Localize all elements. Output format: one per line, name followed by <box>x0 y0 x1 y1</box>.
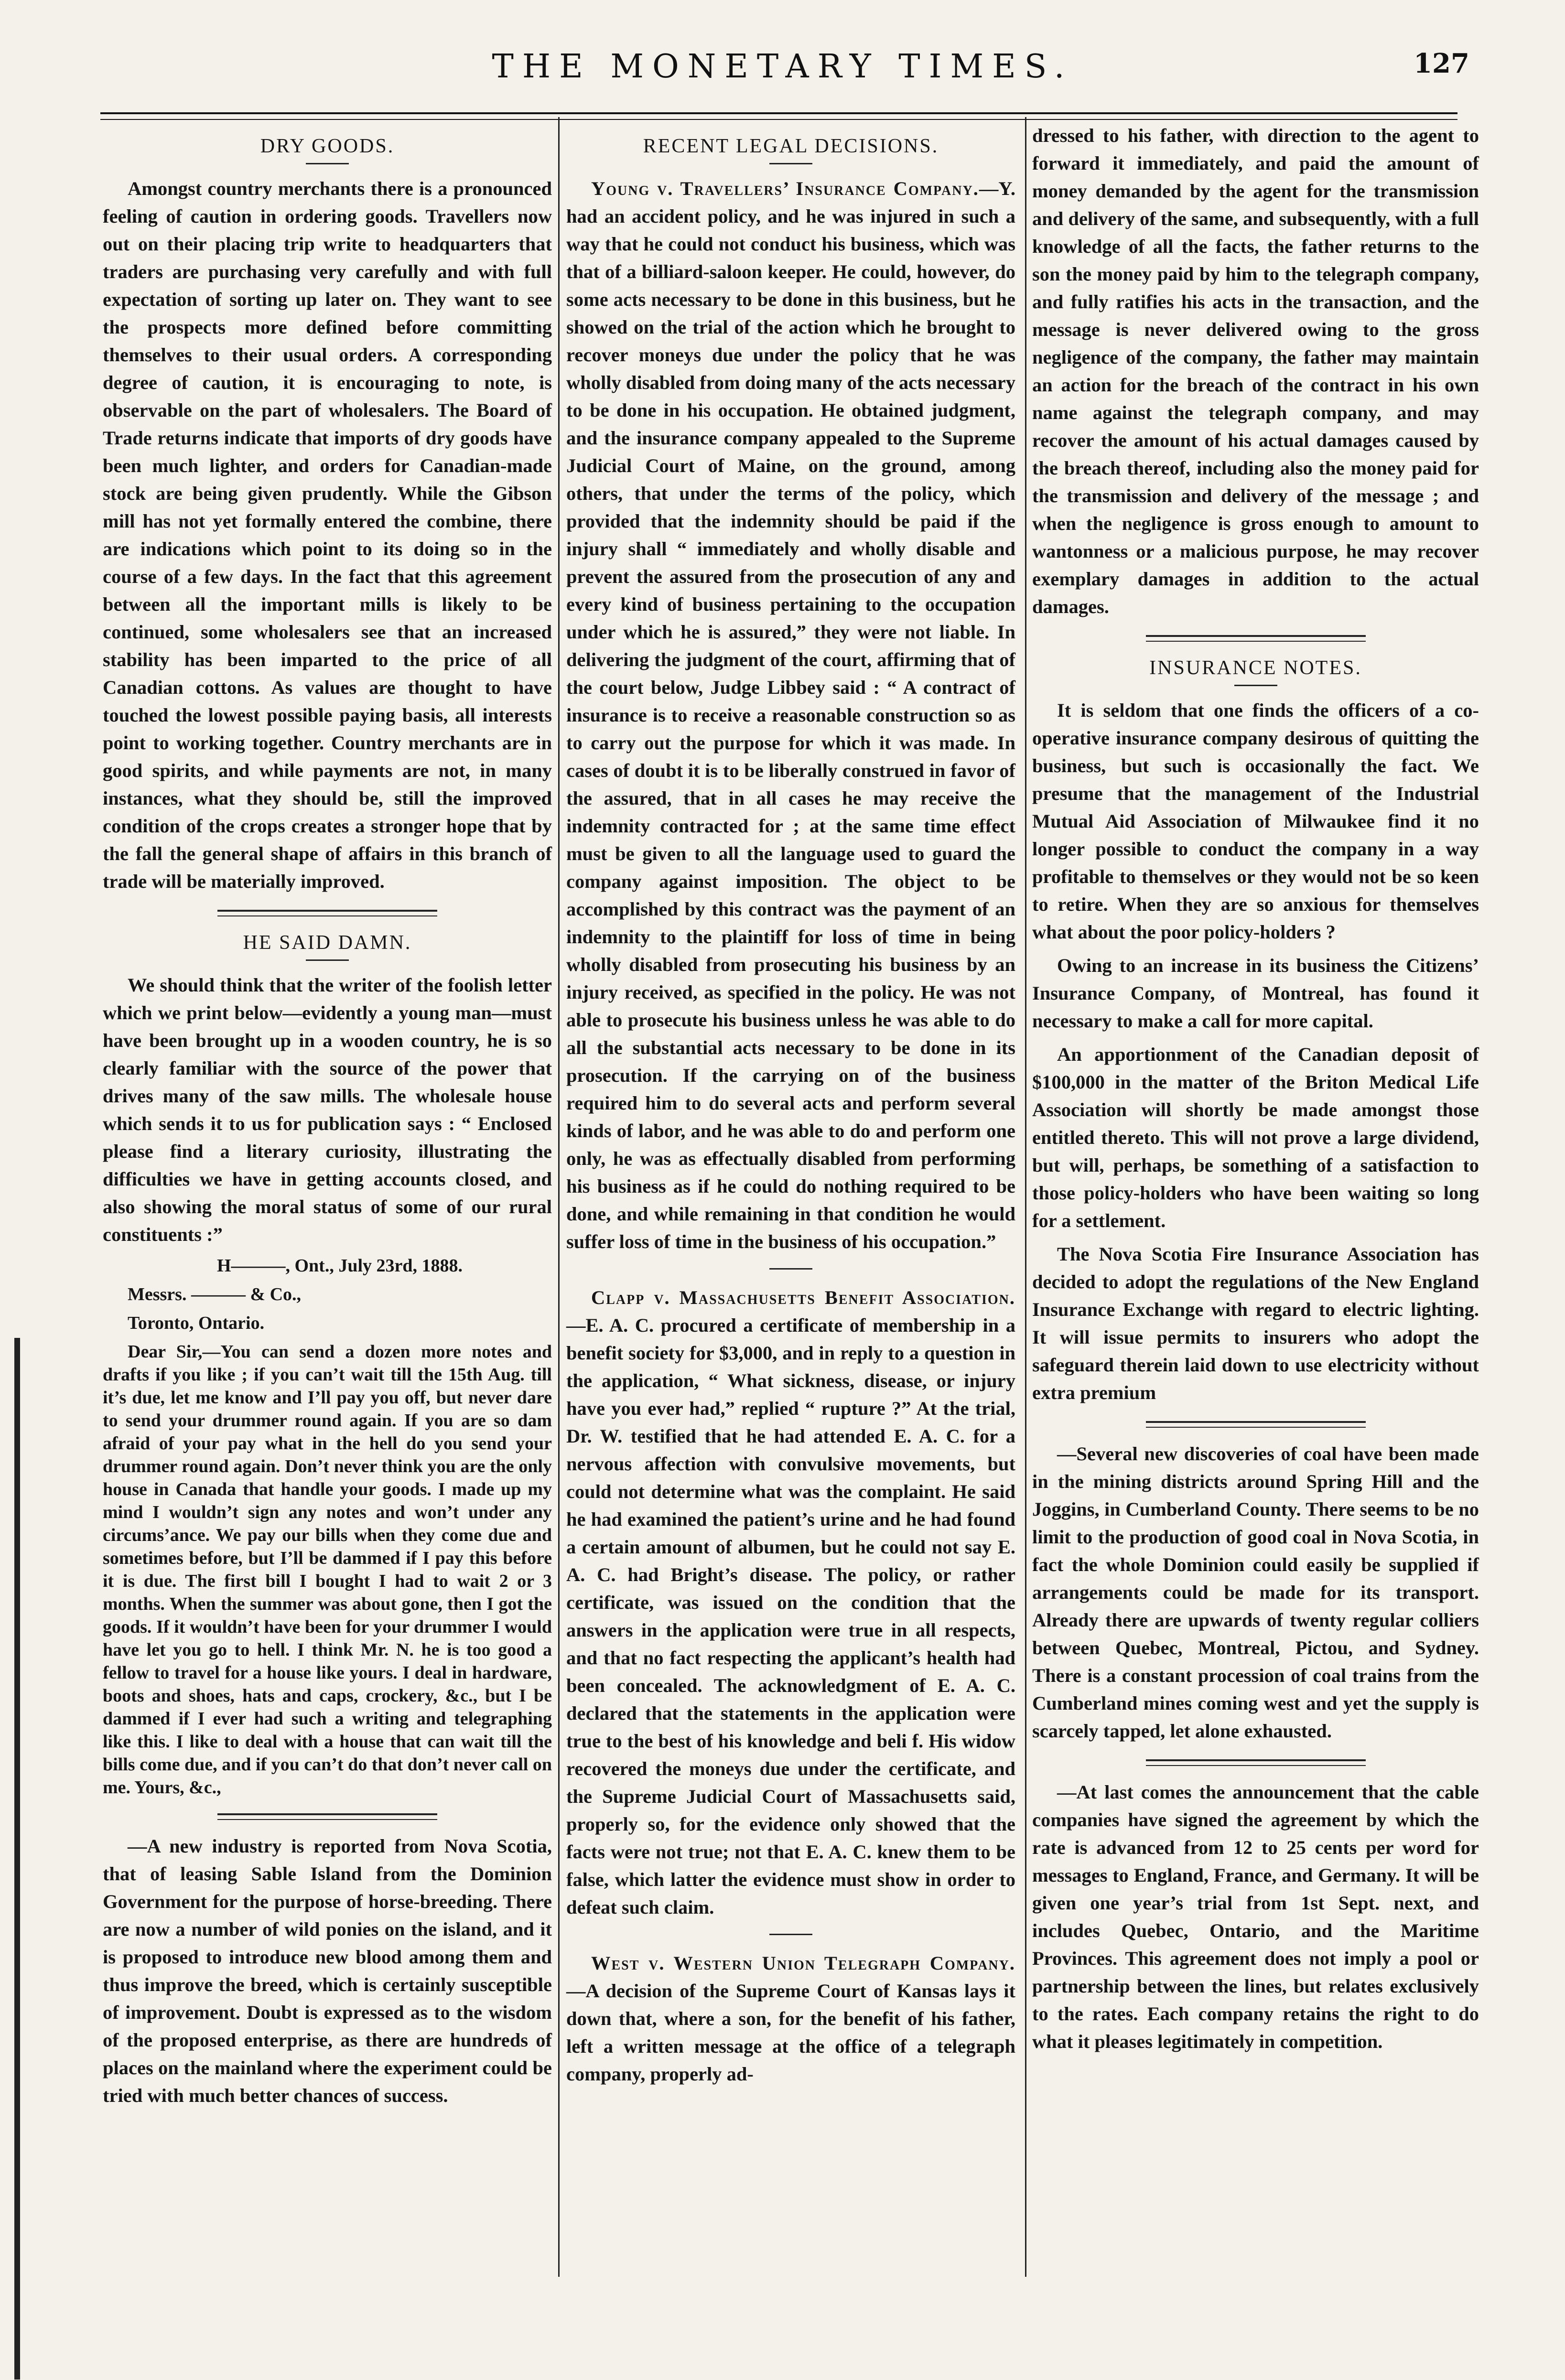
letter-dateline: H———, Ont., July 23rd, 1888. <box>216 1256 463 1276</box>
letter-address-line-1: Messrs. ——— & Co., <box>128 1284 302 1304</box>
short-rule <box>769 163 812 164</box>
letter-body: Dear Sir,—You can send a dozen more notes and drafts if you like ; if you can’t wait till the 15th Aug. till it’s due, let me know and I’ll pay you off, but never dare to send your drummer round again. If you are so dam afraid of your pay what in the hell do you send your drummer round again. Don’t never think you are the only house in Canada that handle your goods. I made up my mind I wouldn’t sign any notes and won’t under any circums’ance. We pay our bills when they come due and sometimes before, but I’ll be dammed if I pay this before it is due. The first bill I bought I had to wait 2 or 3 months. When the summer was about gone, then I got the goods. If it wouldn’t have been for your drummer I would have let you go to hell. I think Mr. N. he is too good a fellow to travel for a house like yours. I deal in hardware, boots and shoes, hats and caps, crockery, &c., but I be dammed if I ever had such a writing and telegraphing like this. I like to deal with a house that can wait till the bills come due, and if you can’t do that don’t never call on me. Yours, &c., <box>103 1342 552 1798</box>
case-young-title: Young v. Travellers’ Insurance Company. <box>591 178 979 199</box>
section-divider <box>217 1813 437 1820</box>
insurance-note-3: An apportionment of the Canadian deposit of $100,000 in the matter of the Briton Medical Life Association will shortly be made amongst those entitled thereto. This will not prove a large dividend, but will, perhaps, be something of a satisfaction to those policy-holders who have been waiting so long for a settlement. <box>1032 1044 1479 1231</box>
cable-item: —At last comes the announcement that the cable companies have signed the agreement by which the rate is advanced from 12 to 25 cents per word for messages to England, France, and Germany. It will be given one year’s trial from 1st Sept. next, and includes Quebec, Ontario, and the Maritime Provinces. This agreement does not imply a pool or partnership between the lines, but relates exclusively to the rates. Each company retains the right to do what it pleases legitimately in competition. <box>1032 1781 1479 2052</box>
section-divider <box>1146 635 1366 642</box>
coal-item: —Several new discoveries of coal have been made in the mining districts around Spring Hill and the Joggins, in Cumberland County. There seems to be no limit to the production of good coal in Nova Scotia, in fact the whole Dominion could easily be supplied if arrangements could be made for its transport. Already there are upwards of twenty regular colliers between Quebec, Montreal, Pictou, and Sydney. There is a constant procession of coal trains from the Cumberland mines coming west and yet the supply is scarcely tapped, let alone exhausted. <box>1032 1443 1479 1742</box>
insurance-note-2: Owing to an increase in its business the Citizens’ Insurance Company, of Montreal, has found it necessary to make a call for more capital. <box>1032 955 1479 1032</box>
sable-island-item: —A new industry is reported from Nova Scotia, that of leasing Sable Island from the Dominion Government for the purpose of horse-breeding. There are now a number of wild ponies on the island, and it is proposed to introduce new blood among them and thus improve the breed, which is certainly susceptible of improvement. Doubt is expressed as to the wisdom of the proposed enterprise, as there are hundreds of places on the mainland where the experiment could be tried with much better chances of success. <box>103 1835 552 2106</box>
scan-edge-shadow <box>14 1338 20 2380</box>
short-rule <box>769 1934 812 1935</box>
column-divider-1 <box>558 117 560 2277</box>
dry-goods-heading: DRY GOODS. <box>260 135 395 157</box>
short-rule <box>306 959 349 961</box>
insurance-note-4: The Nova Scotia Fire Insurance Association has decided to adopt the regulations of the New England Insurance Exchange with regard to electric lighting. It will issue permits to insurers who adopt the safeguard therein laid down to use electricity without extra premium <box>1032 1243 1479 1403</box>
letter-address-line-2: Toronto, Ontario. <box>128 1313 265 1333</box>
section-divider <box>1146 1421 1366 1428</box>
section-divider <box>1146 1759 1366 1766</box>
he-said-damn-heading: HE SAID DAMN. <box>243 932 412 954</box>
case-west-title: West v. Western Union Telegraph Company. <box>591 1952 1015 1974</box>
case-clapp-title: Clapp v. Massachusetts Benefit Association. <box>591 1287 1015 1308</box>
insurance-note-1: It is seldom that one finds the officers of a co-operative insurance company desirous of quitting the business, but such is occasionally the fact. We presume that the management of the Industrial Mutual Aid Association of Milwaukee find it no longer possible to conduct the company in a way profitable to themselves or they would not be so keen to retire. When they are so anxious for themselves what about the poor policy-holders ? <box>1032 700 1479 943</box>
case-clapp <box>566 1284 1015 1921</box>
header-rule <box>100 112 1457 120</box>
short-rule <box>1234 685 1277 686</box>
case-young <box>566 175 1015 1256</box>
insurance-notes-heading: INSURANCE NOTES. <box>1149 657 1362 679</box>
case-west-text: —A decision of the Supreme Court of Kansas lays it down that, where a son, for the benefit of his father, left a written message at the office of a telegraph company, properly ad- <box>566 1980 1015 2085</box>
he-said-damn-intro: We should think that the writer of the foolish letter which we print below—evidently a young man—must have been brought up in a wooden country, he is so clearly familiar with the source of the power that drives many of the saw mills. The wholesale house which sends it to us for publication says : “ Enclosed please find a literary curiosity, illustrating the difficulties we have in getting accounts closed, and also showing the moral status of some of our rural constituents :” <box>103 974 552 1245</box>
newspaper-title: THE MONETARY TIMES. <box>492 48 1073 86</box>
column-divider-2 <box>1025 117 1026 2277</box>
case-west-continued: dressed to his father, with direction to the agent to forward it immediately, and paid the amount of money demanded by the agent for the transmission and delivery of the same, and subsequently, with a full knowledge of all the facts, the father returns to the son the money paid by him to the telegraph company, and fully ratifies his acts in the transaction, and the message is never delivered owing to the gross negligence of the company, the father may maintain an action for the breach of the contract in his own name against the telegraph company, and may recover the amount of his actual damages caused by the breach thereof, including also the money paid for the transmission and delivery of the message ; and when the negligence is gross enough to amount to wantonness or a malicious purpose, he may recover exemplary damages in addition to the actual damages. <box>1032 125 1479 617</box>
case-west <box>566 1949 1015 2088</box>
short-rule <box>306 163 349 164</box>
page-number: 127 <box>1414 48 1469 79</box>
masthead <box>0 29 1565 110</box>
column-2 <box>566 122 1015 2094</box>
legal-decisions-heading: RECENT LEGAL DECISIONS. <box>643 135 939 157</box>
short-rule <box>769 1268 812 1270</box>
case-clapp-text: —E. A. C. procured a certificate of membership in a benefit society for $3,000, and in reply to a question in the application, “ What sickness, disease, or injury have you ever had,” replied “ rupture ?” At the trial, Dr. W. testified that he had attended E. A. C. for a nervous affection with convulsive movements, but could not determine what was the complaint. He said he had examined the patient’s urine and he had found a certain amount of albumen, but he could not say E. A. C. had Bright’s disease. The policy, or rather certificate, was issued on the condition that the answers in the application were true in all respects, and that no fact respecting the applicant’s health had been concealed. The acknowledgment of E. A. C. declared that the statements in the application were true to the best of his knowledge and beli f. His widow recovered the moneys due under the certificate, and the Supreme Judicial Court of Massachusetts said, properly so, for the evidence only showed that the facts were not true; not that E. A. C. knew them to be false, which latter the evidence must show in order to defeat such claim. <box>566 1314 1015 1918</box>
section-divider <box>217 910 437 916</box>
dry-goods-article: Amongst country merchants there is a pronounced feeling of caution in ordering goods. Travellers now out on their placing trip write to headquarters that traders are purchasing very carefully and with full expectation of sorting up later on. They want to see the prospects more defined before committing themselves to their usual orders. A corresponding degree of caution, it is encouraging to note, is observable on the part of wholesalers. The Board of Trade returns indicate that imports of dry goods have been much lighter, and orders for Canadian-made stock are being given prudently. While the Gibson mill has not yet formally entered the combine, there are indications which point to its doing so in the course of a few days. In the fact that this agreement between all the important mills is likely to be continued, some wholesalers see that an increased stability has been imparted to the price of all Canadian cottons. As values are thought to have touched the lowest possible paying basis, all interests point to working together. Country merchants are in good spirits, and while payments are not, in many instances, what they should be, still the improved condition of the crops creates a stronger hope that by the fall the general shape of affairs in this branch of trade will be materially improved. <box>103 178 552 892</box>
column-1 <box>103 122 552 2115</box>
column-3 <box>1032 122 1479 2061</box>
case-young-text: —Y. had an accident policy, and he was injured in such a way that he could not conduct his business, which was that of a billiard-saloon keeper. He could, however, do some acts necessary to be done in this business, but he showed on the trial of the action which he brought to recover moneys due under the policy that he was wholly disabled from doing many of the acts necessary to be done in his occupation. He obtained judgment, and the insurance company appealed to the Supreme Judicial Court of Maine, on the ground, among others, that under the terms of the policy, which provided that the indemnity should be paid if the injury shall “ immediately and wholly disable and prevent the assured from the prosecution of any and every kind of business pertaining to the occupation under which he is assured,” they were not liable. In delivering the judgment of the court, affirming that of the court below, Judge Libbey said : “ A contract of insurance is to receive a reasonable construction so as to carry out the purpose for which it was made. In cases of doubt it is to be liberally construed in favor of the assured, that in all cases he may receive the indemnity contracted for ; at the same time effect must be given to all the language used to guard the company against imposition. The object to be accomplished by this contract was the payment of an indemnity to the plaintiff for loss of time in being wholly disabled from prosecuting his business by an injury received, as specified in the policy. He was not able to prosecute his business unless he was able to do all the substantial acts necessary to be done in its prosecution. If the carrying on of the business required him to do several acts and perform several kinds of labor, and he was able to do and perform one only, he was as effectually disabled from performing his business as if he could do nothing required to be done, and while remaining in that condition he would suffer loss of time in the business of his occupation.” <box>566 178 1015 1252</box>
